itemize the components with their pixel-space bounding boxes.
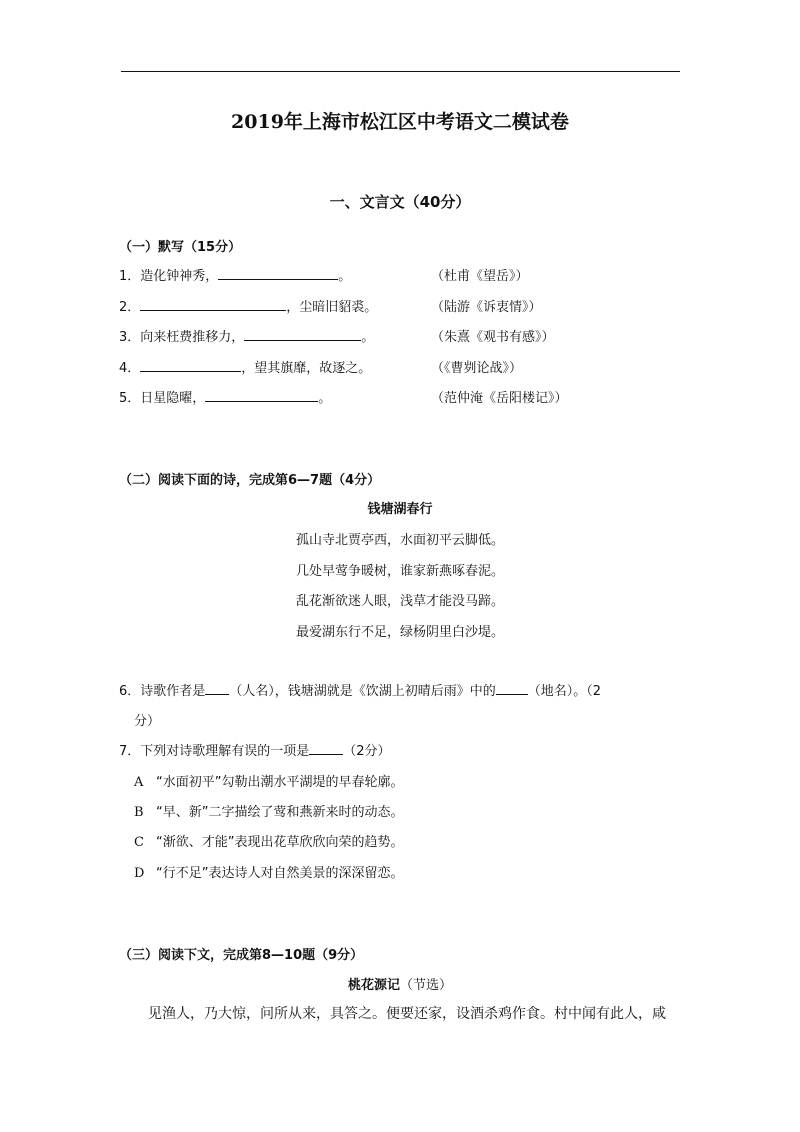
question-5: 5．日星隐曜， 。: [119, 387, 331, 406]
part2-heading: （二）阅读下面的诗，完成第6—7题（4分）: [119, 473, 381, 488]
poem-line: 孤山寺北贾亭西，水面初平云脚低。: [295, 533, 504, 548]
answer-blank: [205, 681, 229, 695]
option-a: A “水面初平”勾勒出潮水平湖堤的早春轮廓。: [134, 775, 404, 790]
option-c: C “渐欲、才能”表现出花草欣欣向荣的趋势。: [134, 835, 404, 850]
question-1-source: （杜甫《望岳》）: [431, 269, 529, 284]
answer-blank: [205, 388, 318, 402]
answer-blank: [140, 358, 241, 372]
answer-blank: [496, 681, 528, 695]
question-2-source: （陆游《诉衷情》）: [431, 300, 542, 315]
question-4: 4． ，望其旗靡，故逐之。: [119, 357, 371, 376]
question-1: 1．造化钟神秀， 。: [119, 265, 351, 284]
question-6-cont: 分）: [134, 714, 161, 729]
part1-heading: （一）默写（15分）: [119, 240, 242, 255]
text-title: 桃花源记: [347, 978, 400, 993]
header-rule: [121, 71, 680, 72]
question-6: 6．诗歌作者是 （人名），钱塘湖就是《饮湖上初晴后雨》中的 （地名）。（2: [119, 680, 601, 699]
answer-blank: [309, 741, 343, 755]
option-b: B “早、新”二字描绘了莺和燕新来时的动态。: [134, 805, 404, 820]
poem-line: 最爱湖东行不足，绿杨阴里白沙堤。: [295, 625, 504, 640]
question-3-source: （朱熹《观书有感》）: [431, 330, 555, 345]
question-5-source: （范仲淹《岳阳楼记》）: [431, 391, 568, 406]
exam-title: 2019年上海市松江区中考语文二模试卷: [231, 111, 569, 133]
section-heading: 一、文言文（40分）: [329, 193, 471, 211]
passage-paragraph: 见渔人，乃大惊，问所从来，具答之。便要还家，设酒杀鸡作食。村中闻有此人，咸: [148, 1006, 666, 1022]
answer-blank: [140, 297, 286, 311]
option-d: D “行不足”表达诗人对自然美景的深深留恋。: [134, 866, 404, 881]
poem-line: 几处早莺争暖树，谁家新燕啄春泥。: [295, 564, 504, 579]
text-title-line: [0, 974, 800, 993]
text-note: （节选）: [400, 978, 453, 993]
answer-blank: [218, 266, 338, 280]
poem-line: 乱花渐欲迷人眼，浅草才能没马蹄。: [295, 594, 504, 609]
part3-heading: （三）阅读下文，完成第8—10题（9分）: [119, 948, 364, 963]
question-2: 2． ，尘暗旧貂裘。: [119, 296, 377, 315]
question-4-source: （《曹刿论战》）: [431, 361, 523, 376]
question-7: 7．下列对诗歌理解有误的一项是 （2分）: [119, 740, 391, 759]
poem-title: 钱塘湖春行: [367, 502, 433, 517]
answer-blank: [244, 327, 361, 341]
question-3: 3．向来枉费推移力， 。: [119, 326, 374, 345]
